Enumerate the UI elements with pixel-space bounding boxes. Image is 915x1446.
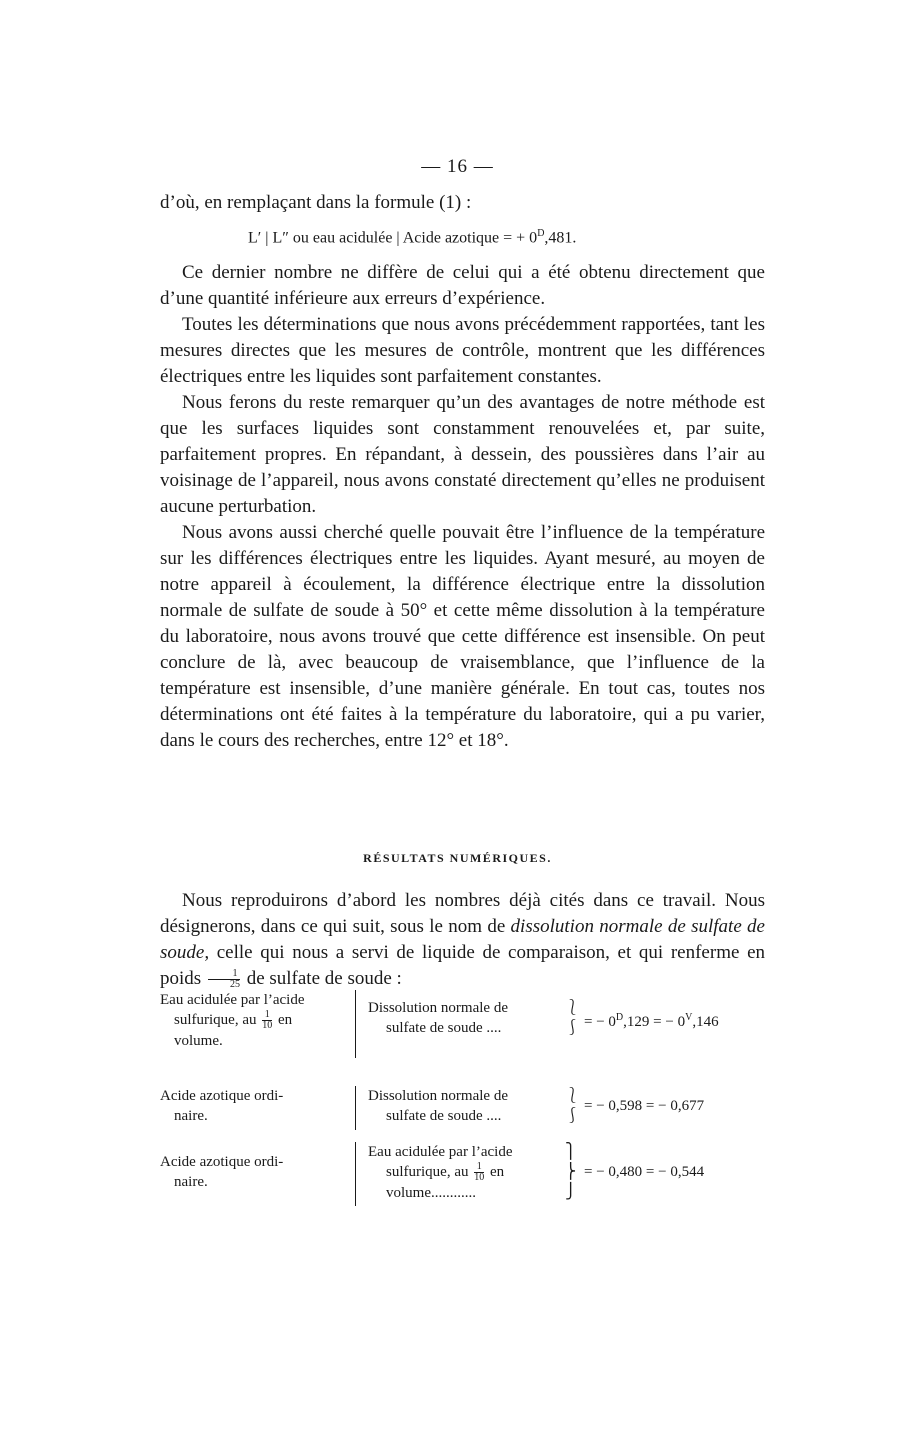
- row-liquid-b: Dissolution normale de sulfate de soude ....: [368, 1000, 508, 1036]
- table-row: [160, 990, 770, 1062]
- page-number: — 16 —: [421, 156, 494, 177]
- paragraph: Toutes les déterminations que nous avons précédemment rapportées, tant les mesures directes que les mesures de contrôle, montrent que les différences électriques entre les liquides sont parfaitement constantes.: [160, 314, 765, 387]
- column-divider: [355, 1142, 356, 1206]
- table-row: [160, 1142, 770, 1208]
- column-divider: [355, 1086, 356, 1130]
- brace: ⎱ ⎰: [565, 1088, 581, 1124]
- row-liquid-b: Dissolution normale de sulfate de soude ....: [368, 1088, 508, 1124]
- row-values: = − 0,598 = − 0,677: [584, 1098, 705, 1114]
- table-row: [160, 1086, 770, 1134]
- body-text: [160, 260, 765, 754]
- row-values: = − 0,480 = − 0,544: [584, 1164, 705, 1180]
- paragraph: Nous avons aussi cherché quelle pouvait être l’influence de la température sur les différences électriques entre les liquides. Ayant mesuré, au moyen de notre appareil à écoulement, la différence électrique entre la dissolution normale de sulfate de soude à 50° et cette même dissolution à la température du laboratoire, nous avons trouvé que cette différence est insensible. On peut conclure de là, avec beaucoup de vraisemblance, que l’influence de la température est insensible, d’une manière générale. En tout cas, toutes nos déterminations ont été faites à la température du laboratoire, qui a pu varier, dans le cours des recherches, entre 12° et 18°.: [160, 522, 765, 751]
- paragraph: Ce dernier nombre ne diffère de celui qui a été obtenu directement que d’une quantité inférieure aux erreurs d’expérience.: [160, 262, 765, 309]
- row-liquid-a: Acide azotique ordi- naire.: [160, 1088, 284, 1124]
- row-liquid-a: Acide azotique ordi- naire.: [160, 1154, 284, 1190]
- results-intro: Nous reproduirons d’abord les nombres déjà cités dans ce travail. Nous désignerons, dans ce qui suit, sous le nom de dissolution normale de sulfate de soude, celle qui nous a servi de liquide de comparaison, et qui renferme en poids $\frac{1}{25}$ de sulfate de soude :: [160, 890, 765, 991]
- row-liquid-a: Eau acidulée par l’acide sulfurique, au $\frac{1}{10}$ en volume.: [160, 992, 305, 1050]
- column-divider: [355, 990, 356, 1058]
- brace: ⎫ ⎬ ⎭: [565, 1144, 577, 1200]
- row-values: = − $0^D,129$ = − $0^V,146$: [584, 1012, 719, 1030]
- row-liquid-b: Eau acidulée par l’acide sulfurique, au $\frac{1}{10}$ en volume............: [368, 1144, 513, 1202]
- intro-line: d’où, en remplaçant dans la formule (1) :: [160, 192, 472, 213]
- formula: L′ | L″ ou eau acidulée | Acide azotique = + $0^D,481$.: [248, 228, 577, 247]
- section-title: RÉSULTATS NUMÉRIQUES.: [363, 851, 552, 865]
- paragraph: Nous ferons du reste remarquer qu’un des avantages de notre méthode est que les surfaces liquides sont constamment renouvelées et, par suite, parfaitement propres. En répandant, à dessein, des poussières dans l’air au voisinage de l’appareil, nous avons constaté directement qu’elles ne produisent aucune perturbation.: [160, 392, 765, 517]
- brace: ⎱ ⎰: [565, 1000, 581, 1036]
- fraction: $\frac{1}{25}$: [208, 969, 240, 990]
